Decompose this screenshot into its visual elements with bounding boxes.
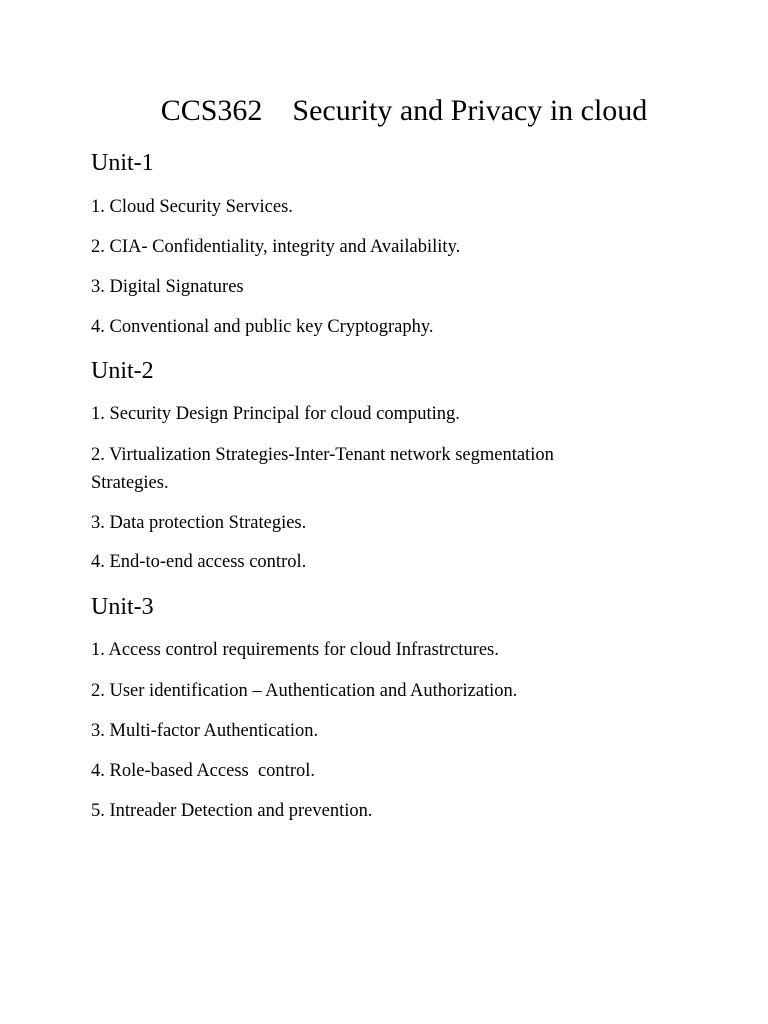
list-item: 2. CIA- Confidentiality, integrity and Availability.: [91, 237, 461, 257]
unit-heading: Unit-1: [91, 150, 154, 176]
list-item: 1. Access control requirements for cloud Infrastrctures.: [91, 640, 499, 660]
list-item: 4. Role-based Access control.: [91, 761, 315, 781]
list-item: 3. Multi-factor Authentication.: [91, 721, 319, 741]
list-item: 3. Data protection Strategies.: [91, 513, 307, 533]
list-item: 2. User identification – Authentication and Authorization.: [91, 681, 518, 701]
list-item: 5. Intreader Detection and prevention.: [91, 801, 373, 821]
list-item: 4. Conventional and public key Cryptography.: [91, 317, 434, 337]
list-item: 2. Virtualization Strategies-Inter-Tenant network segmentation Strategies.: [91, 445, 559, 493]
list-item: 3. Digital Signatures: [91, 277, 244, 297]
list-item: 1. Cloud Security Services.: [91, 197, 293, 217]
unit-heading: Unit-3: [91, 594, 154, 620]
page-title: CCS362 Security and Privacy in cloud: [160, 94, 648, 127]
list-item: 4. End-to-end access control.: [91, 552, 307, 572]
unit-heading: Unit-2: [91, 358, 154, 384]
list-item: 1. Security Design Principal for cloud computing.: [91, 404, 460, 424]
